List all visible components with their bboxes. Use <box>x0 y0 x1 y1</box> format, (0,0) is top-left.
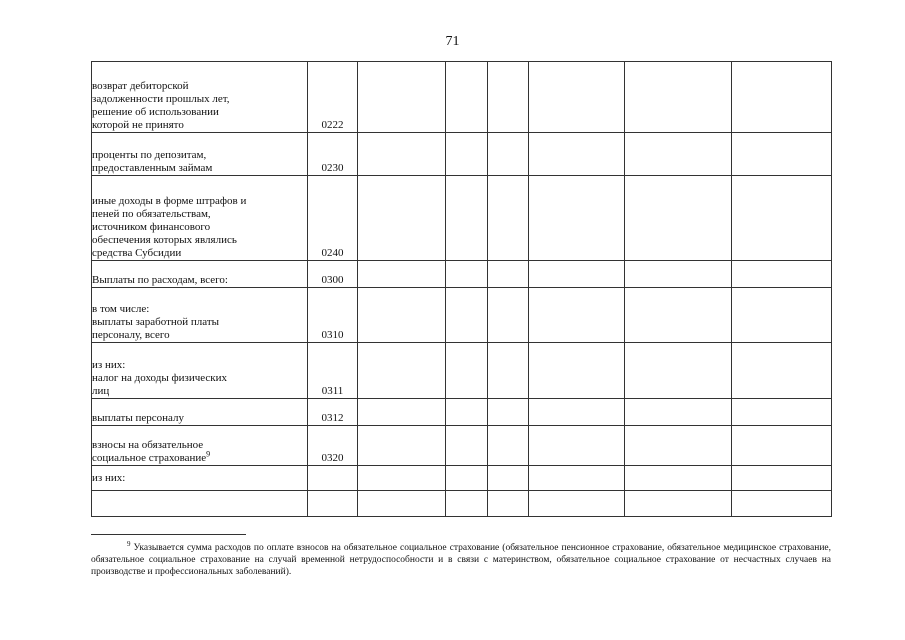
value-cell <box>529 399 625 426</box>
row-name: иные доходы в форме штрафов и пеней по обязательствам, источником финансового обеспечения которых являлись средства Субсидии <box>92 195 247 259</box>
value-cell <box>529 62 625 133</box>
row-name: возврат дебиторской задолженности прошлых лет, решение об использовании которой не принято <box>92 80 230 131</box>
table-row <box>92 426 832 466</box>
value-cell <box>488 62 529 133</box>
footnote <box>91 539 831 578</box>
value-cell <box>732 62 832 133</box>
row-name-cell <box>92 288 308 343</box>
row-name-cell <box>92 426 308 466</box>
value-cell <box>446 176 488 261</box>
value-cell <box>446 62 488 133</box>
row-code <box>308 466 358 491</box>
row-name: Выплаты по расходам, всего: <box>92 274 228 286</box>
row-name-cell <box>92 133 308 176</box>
row-code: 0320 <box>308 426 358 466</box>
row-code: 0312 <box>308 399 358 426</box>
value-cell <box>358 466 446 491</box>
table-row <box>92 62 832 133</box>
value-cell <box>732 399 832 426</box>
value-cell <box>732 261 832 288</box>
value-cell <box>446 133 488 176</box>
value-cell <box>732 466 832 491</box>
value-cell <box>529 133 625 176</box>
footnote-mark: 9 <box>127 539 131 548</box>
table-row <box>92 466 832 491</box>
table-row <box>92 176 832 261</box>
value-cell <box>488 133 529 176</box>
value-cell <box>446 261 488 288</box>
row-name: выплаты персоналу <box>92 412 185 424</box>
value-cell <box>358 133 446 176</box>
value-cell <box>358 288 446 343</box>
row-code: 0310 <box>308 288 358 343</box>
value-cell <box>625 399 732 426</box>
row-code: 0300 <box>308 261 358 288</box>
table-row <box>92 261 832 288</box>
value-cell <box>446 288 488 343</box>
value-cell <box>358 261 446 288</box>
report-table <box>91 61 832 517</box>
value-cell <box>625 491 732 517</box>
table-row <box>92 343 832 399</box>
row-name: из них: <box>92 472 126 484</box>
value-cell <box>358 399 446 426</box>
value-cell <box>446 491 488 517</box>
value-cell <box>488 261 529 288</box>
value-cell <box>488 399 529 426</box>
value-cell <box>358 426 446 466</box>
value-cell <box>488 466 529 491</box>
row-code: 0222 <box>308 62 358 133</box>
value-cell <box>732 133 832 176</box>
value-cell <box>732 491 832 517</box>
row-name-cell <box>92 62 308 133</box>
value-cell <box>358 62 446 133</box>
value-cell <box>488 343 529 399</box>
row-code: 0230 <box>308 133 358 176</box>
value-cell <box>529 288 625 343</box>
value-cell <box>732 288 832 343</box>
value-cell <box>529 491 625 517</box>
table-row <box>92 288 832 343</box>
value-cell <box>732 426 832 466</box>
value-cell <box>446 343 488 399</box>
value-cell <box>625 466 732 491</box>
row-name: в том числе: выплаты заработной платы персоналу, всего <box>92 303 220 341</box>
value-cell <box>529 261 625 288</box>
row-name: проценты по депозитам, предоставленным займам <box>92 149 213 174</box>
value-cell <box>625 176 732 261</box>
footnote-reference: 9 <box>206 449 211 459</box>
row-name-cell <box>92 261 308 288</box>
value-cell <box>446 426 488 466</box>
row-name-cell <box>92 466 308 491</box>
row-name <box>92 439 307 465</box>
page-number: 71 <box>445 34 460 49</box>
value-cell <box>488 426 529 466</box>
row-code: 0311 <box>308 343 358 399</box>
value-cell <box>488 491 529 517</box>
value-cell <box>625 343 732 399</box>
value-cell <box>358 176 446 261</box>
row-name-text: взносы на обязательное социальное страхование <box>92 439 207 464</box>
row-name: из них: налог на доходы физических лиц <box>92 359 228 397</box>
value-cell <box>625 261 732 288</box>
value-cell <box>732 176 832 261</box>
row-code: 0240 <box>308 176 358 261</box>
table-row <box>92 491 832 517</box>
value-cell <box>488 288 529 343</box>
value-cell <box>358 491 446 517</box>
row-name-cell <box>92 343 308 399</box>
value-cell <box>358 343 446 399</box>
value-cell <box>446 399 488 426</box>
table-row <box>92 399 832 426</box>
row-name-cell <box>92 491 308 517</box>
value-cell <box>625 62 732 133</box>
value-cell <box>529 426 625 466</box>
row-name-cell <box>92 399 308 426</box>
value-cell <box>625 288 732 343</box>
footnote-separator <box>91 534 246 535</box>
value-cell <box>488 176 529 261</box>
value-cell <box>529 176 625 261</box>
value-cell <box>625 426 732 466</box>
row-name-cell <box>92 176 308 261</box>
value-cell <box>529 466 625 491</box>
row-code <box>308 491 358 517</box>
value-cell <box>446 466 488 491</box>
table-row <box>92 133 832 176</box>
footnote-text: Указывается сумма расходов по оплате взносов на обязательное социальное страхование (обязательное пенсионное страхование, обязательное медицинское страхование, обязательное социальное страхование на случай временной нетрудоспособности и в связи с материнством, обязательное социальное страхование от несчастных случаев на производстве и профессиональных заболеваний). <box>91 543 831 577</box>
value-cell <box>625 133 732 176</box>
value-cell <box>732 343 832 399</box>
value-cell <box>529 343 625 399</box>
